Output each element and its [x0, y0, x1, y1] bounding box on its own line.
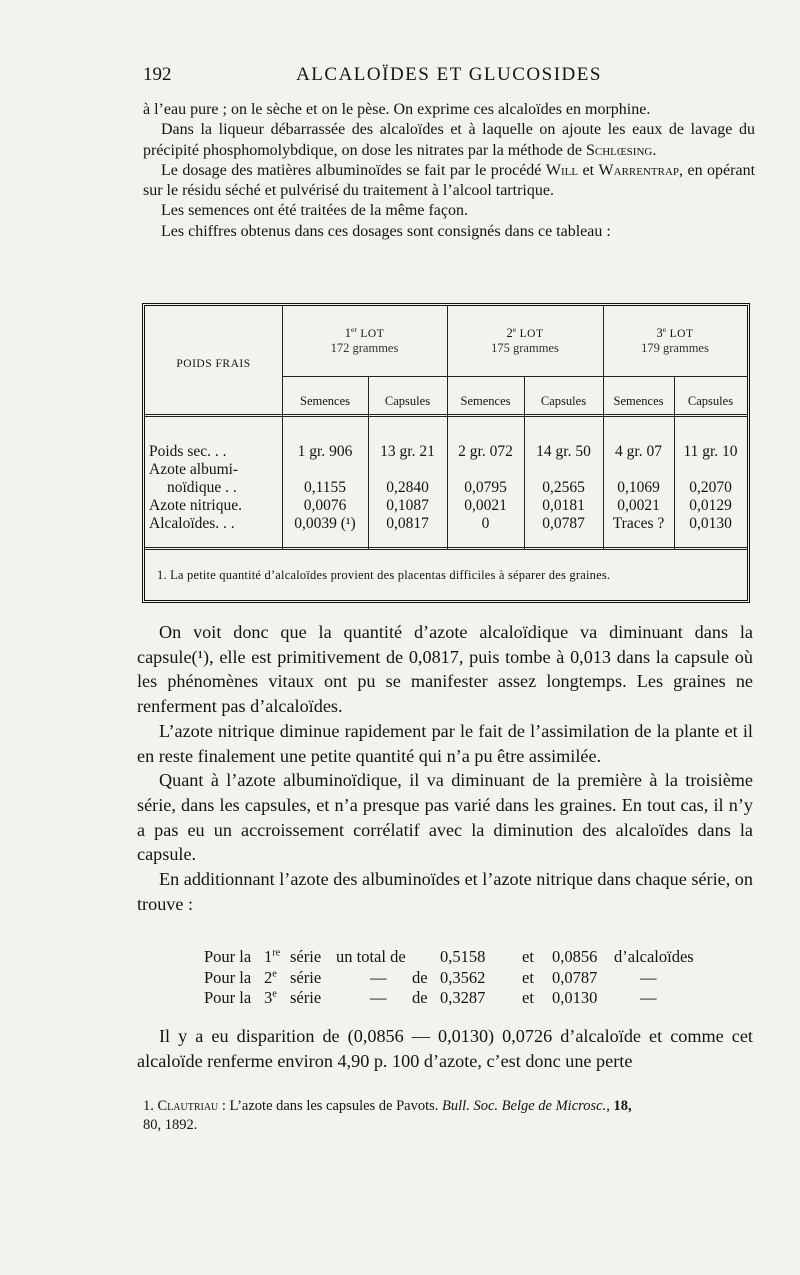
paragraph: Les semences ont été traitées de la même façon. — [161, 202, 468, 220]
column-header: Capsules — [687, 394, 734, 408]
paragraph: Le dosage des matières albuminoïdes se fait par le procédé Will et Warrentrap, en opérant sur le résidu séché et pulvérisé du traitement à l’alcool tartrique. — [143, 161, 756, 200]
paragraph: Quant à l’azote albuminoïdique, il va diminuant de la première à la troisième série, dans les capsules, et n’a presque pas varié dans les graines. En tout cas, il n’y a pas eu un accroissement corrélatif avec la diminution des alcaloïdes dans la capsule. — [137, 770, 753, 865]
table-rule — [282, 376, 747, 377]
row-label: Alcaloïdes. . . — [149, 515, 235, 532]
paragraph: En additionnant l’azote des albuminoïdes et l’azote nitrique dans chaque série, on trouve : — [137, 869, 753, 914]
table-rule — [145, 547, 747, 550]
table-cell: 0,0795 — [464, 479, 507, 496]
table-cell: 0,0787 — [542, 515, 585, 532]
body-text — [137, 620, 753, 916]
column-header: Capsules — [540, 394, 587, 408]
row-label: noïdique . . — [167, 479, 237, 496]
paragraph: L’azote nitrique diminue rapidement par le fait de l’assimilation de la plante et il en reste finalement une petite quantité qui n’a pu être assimilée. — [137, 720, 753, 766]
table-cell: 1 gr. 906 — [297, 443, 353, 460]
intro-text — [143, 100, 755, 242]
paragraph: On voit donc que la quantité d’azote alcaloïdique va diminuant dans la capsule(¹), elle est primitivement de 0,0817, puis tombe à 0,013 dans la capsule où les phénomènes vitaux ont pu se manifester assez longtemps. Les graines ne renferment pas d’alcaloïdes. — [137, 622, 753, 717]
row-label: Poids sec. . . — [149, 443, 227, 460]
table-cell: 0,0130 — [689, 515, 732, 532]
summary-row: Pour la 2e série — de 0,3562 et 0,0787 — — [204, 967, 657, 987]
table-cell: 0,2070 — [689, 479, 732, 496]
column-header: Capsules — [384, 394, 431, 408]
table-cell: 0,0817 — [386, 515, 429, 532]
running-head — [143, 64, 755, 92]
paragraph: Les chiffres obtenus dans ces dosages sont consignés dans ce tableau : — [161, 222, 611, 240]
footnote: 1. Clautriau : L’azote dans les capsules de Pavots. Bull. Soc. Belge de Microsc., 18, 80, 1892. — [143, 1098, 632, 1133]
table-cell: 11 gr. 10 — [683, 443, 738, 460]
table-cell: 2 gr. 072 — [458, 443, 513, 460]
table-cell: 0,0076 — [303, 497, 347, 514]
lot-header: 2e LOT 175 grammes — [491, 324, 559, 355]
paragraph: à l’eau pure ; on le sèche et on le pèse. On exprime ces alcaloïdes en morphine. — [143, 101, 651, 118]
lot-header: 1er LOT 172 grammes — [330, 324, 399, 355]
table-cell: 0,2565 — [542, 479, 585, 496]
table-cell: 0,1069 — [617, 479, 660, 496]
table-cell: 0,0039 (¹) — [294, 515, 356, 532]
body-text-continued — [137, 1024, 753, 1073]
corner-header: POIDS FRAIS — [176, 358, 251, 370]
table-rule — [145, 414, 747, 417]
table-cell: 0,0021 — [464, 497, 507, 514]
journal-title: Bull. Soc. Belge de Microsc., — [442, 1098, 610, 1114]
summary-list — [204, 947, 764, 1009]
table-cell: 13 gr. 21 — [380, 443, 435, 460]
table-cell: 0,0129 — [689, 497, 732, 514]
column-header: Semences — [613, 394, 664, 408]
column-header: Semences — [300, 394, 350, 408]
lot-header: 3e LOT 179 grammes — [641, 324, 709, 355]
table-cell: 0,2840 — [386, 479, 429, 496]
summary-row: Pour la 3e série — de 0,3287 et 0,0130 — — [204, 988, 657, 1007]
author-name: Schlœsing. — [586, 141, 657, 159]
running-title: ALCALOÏDES ET GLUCOSIDES — [296, 64, 602, 85]
table-cell: 0,0021 — [617, 497, 660, 514]
table-cell: 14 gr. 50 — [536, 443, 591, 460]
author-name: Clautriau — [157, 1098, 219, 1114]
row-label: Azote nitrique. — [149, 497, 242, 514]
table-cell: 0 — [481, 515, 490, 532]
author-name: Will — [545, 161, 579, 179]
table-cell: Traces ? — [612, 515, 665, 532]
table-cell: 0,1155 — [303, 479, 347, 496]
data-table — [142, 303, 750, 603]
table-cell: 0,1087 — [386, 497, 429, 514]
paragraph: Dans la liqueur débarrassée des alcaloïdes et à laquelle on ajoute les eaux de lavage du précipité phosphomolybdique, on dose les nitrates par la méthode de Schlœsing. — [143, 121, 755, 159]
table-cell: 0,0181 — [542, 497, 585, 514]
table-cell: 4 gr. 07 — [615, 443, 662, 460]
author-name: Warrentrap, — [598, 161, 684, 179]
paragraph: Il y a eu disparition de (0,0856 — 0,0130) 0,0726 d’alcaloïde et comme cet alcaloïde renferme environ 4,90 p. 100 d’azote, c’est donc une perte — [137, 1026, 753, 1071]
column-header: Semences — [460, 394, 511, 408]
row-label: Azote albumi- — [149, 461, 239, 478]
summary-row: Pour la 1re série un total de 0,5158 et 0,0856 d’alcaloïdes — [204, 947, 694, 966]
table-note: 1. La petite quantité d’alcaloïdes provient des placentas difficiles à séparer des graines. — [157, 568, 611, 582]
page-number: 192 — [143, 64, 172, 85]
